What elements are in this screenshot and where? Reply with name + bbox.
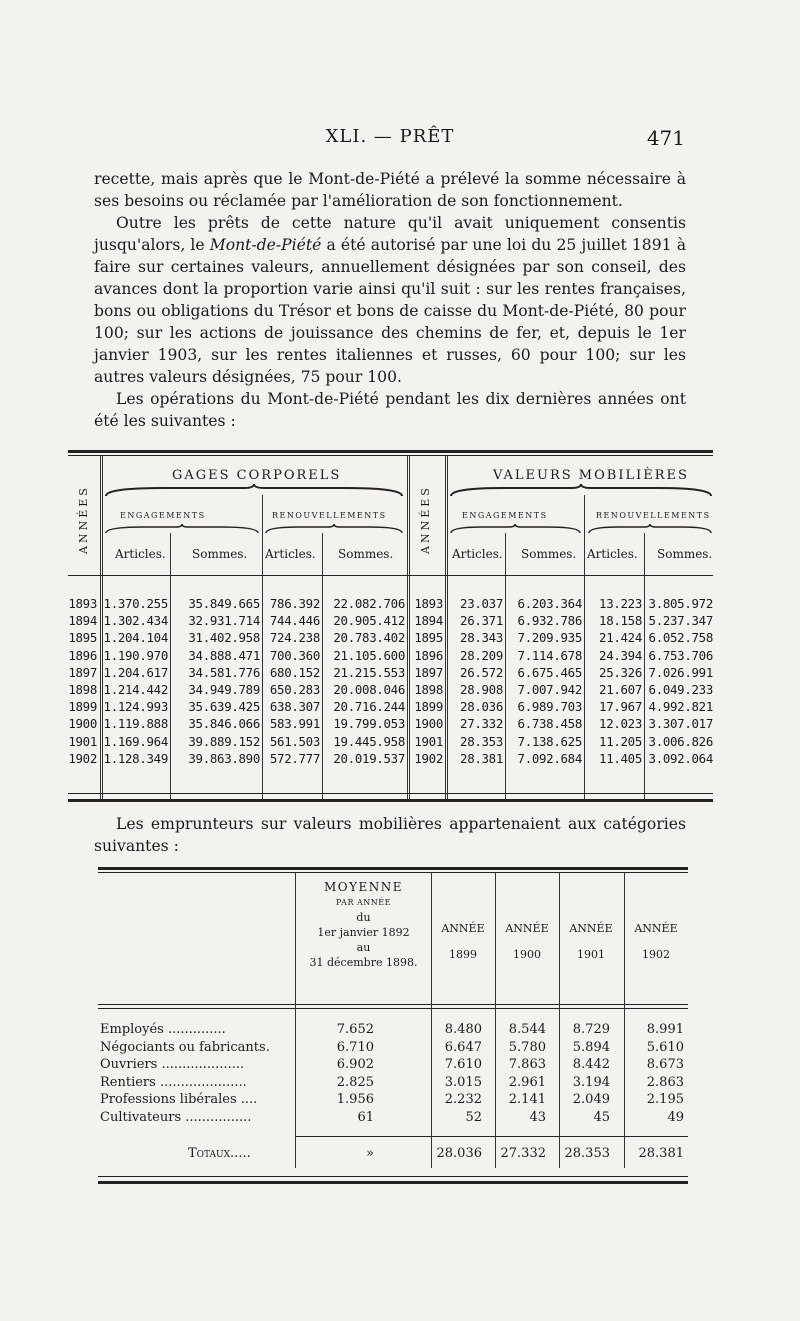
col-sommes: Sommes. xyxy=(338,547,394,561)
value-cell: 3.092.064 xyxy=(648,750,713,766)
paragraph-3: Les opérations du Mont-de-Piété pendant les dix dernières années ont été les suivantes : xyxy=(94,390,686,430)
annee-label: ANNÉE xyxy=(441,922,485,935)
par-annee-label: PAR ANNÉE xyxy=(336,898,391,907)
value-cell: 21.215.553 xyxy=(333,664,405,680)
value-cell: 786.392 xyxy=(269,596,320,611)
value-cell: 2.863 xyxy=(646,1074,684,1090)
col-articles: Articles. xyxy=(587,547,638,561)
year-cell: 1895 xyxy=(68,630,97,646)
value-cell: 8.480 xyxy=(444,1022,482,1037)
col-articles: Articles. xyxy=(115,547,166,561)
table2-header-rule-2 xyxy=(98,1008,688,1009)
value-cell: 6.647 xyxy=(444,1039,482,1055)
year-cell: 1899 xyxy=(414,699,443,715)
value-cell: 20.008.046 xyxy=(333,682,405,697)
value-cell: 2.961 xyxy=(508,1074,546,1090)
value-cell: 34.888.471 xyxy=(188,647,260,663)
year-cell: 1893 xyxy=(414,596,443,611)
value-cell: 35.849.665 xyxy=(188,596,260,611)
value-cell: 25.326 xyxy=(599,664,642,680)
value-cell: 6.052.758 xyxy=(648,630,713,646)
value-cell: 7.863 xyxy=(508,1057,546,1073)
value-cell: 2.195 xyxy=(646,1092,684,1108)
moyenne-header xyxy=(296,880,431,970)
value-cell: 27.332 xyxy=(460,716,503,732)
annee-label: ANNÉE xyxy=(505,922,549,935)
from-date: 1er janvier 1892 xyxy=(317,926,410,939)
value-cell: 561.503 xyxy=(269,733,320,749)
year-cell: 1899 xyxy=(68,699,97,715)
value-cell: 700.360 xyxy=(269,647,320,663)
value-cell: 39.863.890 xyxy=(188,750,260,766)
running-head: XLI. — PRÊT xyxy=(325,126,455,147)
value-cell: 1.302.434 xyxy=(103,613,168,629)
category-label: Cultivateurs ................ xyxy=(100,1110,252,1125)
value-cell: 583.991 xyxy=(269,716,320,732)
value-cell: 572.777 xyxy=(269,750,320,766)
value-cell: 3.307.017 xyxy=(648,716,713,732)
value-cell: 49 xyxy=(667,1110,684,1125)
value-cell: 11.205 xyxy=(599,733,642,749)
value-cell: 1.204.617 xyxy=(103,664,168,680)
total-cell: » xyxy=(366,1146,374,1161)
value-cell: 24.394 xyxy=(599,647,642,663)
brace-icon xyxy=(104,484,404,498)
totaux-label: Totaux..... xyxy=(188,1146,251,1161)
value-cell: 31.402.958 xyxy=(188,630,260,646)
total-cell: 28.381 xyxy=(638,1146,684,1161)
value-cell: 8.544 xyxy=(508,1022,546,1037)
value-cell: 43 xyxy=(529,1110,546,1125)
value-cell: 2.825 xyxy=(336,1074,374,1090)
value-cell: 61 xyxy=(357,1110,374,1125)
paragraph-2-end: a été autorisé par une loi du 25 juillet 1891 à faire sur certaines valeurs, annuellement désignées par son conseil, des avances dont la proportion varie ainsi qu'il suit : sur les rentes françaises, bons ou obligations du Trésor et bons de caisse du Mont-de-Piété, 80 pour 100; sur les actions de jouissance des chemins de fer, et, depuis le 1er janvier 1903, sur les rentes italiennes et russes, 60 pour 100; sur les autres valeurs désignées, 75 pour 100. xyxy=(94,236,686,386)
year-label: 1900 xyxy=(513,948,541,961)
value-cell: 2.141 xyxy=(508,1092,546,1108)
brace-icon xyxy=(104,524,260,534)
year-cell: 1897 xyxy=(414,664,443,680)
annee-label: ANNÉE xyxy=(634,922,678,935)
paragraph-2-start: Outre les prêts de cette nature qu'il avait uniquement consentis jusqu'alors, le xyxy=(94,214,686,254)
paragraph-4: Les emprunteurs sur valeurs mobilières appartenaient aux catégories suivantes : xyxy=(94,815,686,855)
table2-top-rule xyxy=(98,867,688,870)
year-cell: 1901 xyxy=(414,733,443,749)
renouvellements-header: RENOUVELLEMENTS xyxy=(272,511,387,520)
value-cell: 28.908 xyxy=(460,682,503,697)
total-cell: 28.036 xyxy=(436,1146,482,1161)
table2-bottom-rule xyxy=(98,1176,688,1177)
value-cell: 3.015 xyxy=(444,1074,482,1090)
table2-top-rule-2 xyxy=(98,872,688,873)
value-cell: 26.572 xyxy=(460,664,503,680)
value-cell: 28.381 xyxy=(460,750,503,766)
value-cell: 35.639.425 xyxy=(188,699,260,715)
col-sommes: Sommes. xyxy=(192,547,248,561)
value-cell: 22.082.706 xyxy=(333,596,405,611)
value-cell: 1.370.255 xyxy=(103,596,168,611)
year-label: 1902 xyxy=(642,948,670,961)
year-cell: 1895 xyxy=(414,630,443,646)
body-text-2 xyxy=(94,813,686,857)
value-cell: 1.956 xyxy=(336,1092,374,1108)
table2-header-rule xyxy=(98,1004,688,1005)
value-cell: 28.343 xyxy=(460,630,503,646)
value-cell: 6.989.703 xyxy=(517,699,582,715)
value-cell: 1.119.888 xyxy=(103,716,168,732)
value-cell: 3.006.826 xyxy=(648,733,713,749)
category-label: Négociants ou fabricants. xyxy=(100,1039,270,1055)
year-label: 1899 xyxy=(449,948,477,961)
col-sommes: Sommes. xyxy=(657,547,713,561)
table1-bottom-rule-2 xyxy=(68,799,713,802)
col-sommes: Sommes. xyxy=(521,547,577,561)
paragraph-1: recette, mais après que le Mont-de-Piété a prélevé la somme nécessaire à ses besoins ou réclamée par l'amélioration de son fonctionnement. xyxy=(94,170,686,210)
value-cell: 32.931.714 xyxy=(188,613,260,629)
value-cell: 19.799.053 xyxy=(333,716,405,732)
value-cell: 7.138.625 xyxy=(517,733,582,749)
table1-top-rule-2 xyxy=(68,455,713,456)
value-cell: 6.902 xyxy=(336,1057,374,1073)
value-cell: 8.729 xyxy=(572,1022,610,1037)
year-cell: 1898 xyxy=(414,682,443,697)
year-cell: 1894 xyxy=(68,613,97,629)
value-cell: 638.307 xyxy=(269,699,320,715)
engagements-header: ENGAGEMENTS xyxy=(462,511,548,520)
value-cell: 6.710 xyxy=(336,1039,374,1055)
value-cell: 1.124.993 xyxy=(103,699,168,715)
value-cell: 20.019.537 xyxy=(333,750,405,766)
du-label: du xyxy=(356,911,371,924)
value-cell: 39.889.152 xyxy=(188,733,260,749)
value-cell: 18.158 xyxy=(599,613,642,629)
value-cell: 8.673 xyxy=(646,1057,684,1073)
value-cell: 7.114.678 xyxy=(517,647,582,663)
moyenne-label: MOYENNE xyxy=(323,880,404,894)
value-cell: 17.967 xyxy=(599,699,642,715)
value-cell: 12.023 xyxy=(599,716,642,732)
value-cell: 13.223 xyxy=(599,596,642,611)
year-cell: 1902 xyxy=(68,750,97,766)
value-cell: 6.738.458 xyxy=(517,716,582,732)
value-cell: 3.805.972 xyxy=(648,596,713,611)
value-cell: 7.652 xyxy=(336,1022,374,1037)
engagements-header: ENGAGEMENTS xyxy=(120,511,206,520)
value-cell: 3.194 xyxy=(572,1074,610,1090)
value-cell: 23.037 xyxy=(460,596,503,611)
category-label: Rentiers ..................... xyxy=(100,1074,247,1090)
value-cell: 8.991 xyxy=(646,1022,684,1037)
mont-de-piete-italic: Mont-de-Piété xyxy=(209,236,322,254)
value-cell: 2.232 xyxy=(444,1092,482,1108)
value-cell: 1.128.349 xyxy=(103,750,168,766)
value-cell: 21.424 xyxy=(599,630,642,646)
value-cell: 34.581.776 xyxy=(188,664,260,680)
value-cell: 26.371 xyxy=(460,613,503,629)
year-cell: 1900 xyxy=(414,716,443,732)
value-cell: 7.026.991 xyxy=(648,664,713,680)
value-cell: 7.007.942 xyxy=(517,682,582,697)
value-cell: 5.894 xyxy=(572,1039,610,1055)
value-cell: 6.203.364 xyxy=(517,596,582,611)
value-cell: 680.152 xyxy=(269,664,320,680)
value-cell: 1.190.970 xyxy=(103,647,168,663)
col-articles: Articles. xyxy=(452,547,503,561)
year-cell: 1902 xyxy=(414,750,443,766)
year-cell: 1901 xyxy=(68,733,97,749)
value-cell: 52 xyxy=(465,1110,482,1125)
table2-bottom-rule-2 xyxy=(98,1181,688,1184)
paragraph-2 xyxy=(94,212,686,388)
annee-label: ANNÉE xyxy=(569,922,613,935)
value-cell: 6.753.706 xyxy=(648,647,713,663)
year-cell: 1898 xyxy=(68,682,97,697)
value-cell: 1.204.104 xyxy=(103,630,168,646)
value-cell: 35.846.066 xyxy=(188,716,260,732)
table1-bottom-rule xyxy=(68,793,713,794)
year-cell: 1900 xyxy=(68,716,97,732)
valeurs-mobilieres-title: VALEURS MOBILIÈRES xyxy=(493,468,689,483)
value-cell: 6.932.786 xyxy=(517,613,582,629)
value-cell: 28.353 xyxy=(460,733,503,749)
value-cell: 20.905.412 xyxy=(333,613,405,629)
value-cell: 19.445.958 xyxy=(333,733,405,749)
category-label: Professions libérales .... xyxy=(100,1092,258,1108)
brace-icon xyxy=(264,524,404,534)
renouvellements-header: RENOUVELLEMENTS xyxy=(596,511,711,520)
value-cell: 650.283 xyxy=(269,682,320,697)
year-cell: 1893 xyxy=(68,596,97,611)
brace-icon xyxy=(449,524,582,534)
value-cell: 7.092.684 xyxy=(517,750,582,766)
value-cell: 11.405 xyxy=(599,750,642,766)
value-cell: 20.783.402 xyxy=(333,630,405,646)
value-cell: 34.949.789 xyxy=(188,682,260,697)
value-cell: 6.049.233 xyxy=(648,682,713,697)
value-cell: 7.610 xyxy=(444,1057,482,1073)
category-label: Ouvriers .................... xyxy=(100,1057,245,1073)
page-header xyxy=(95,126,685,152)
value-cell: 724.238 xyxy=(269,630,320,646)
year-cell: 1894 xyxy=(414,613,443,629)
gages-corporels-title: GAGES CORPORELS xyxy=(172,468,342,483)
value-cell: 20.716.244 xyxy=(333,699,405,715)
year-cell: 1896 xyxy=(414,647,443,663)
brace-icon xyxy=(587,524,713,534)
value-cell: 28.209 xyxy=(460,647,503,663)
table1-top-rule xyxy=(68,450,713,453)
page-number: 471 xyxy=(646,126,685,150)
value-cell: 5.610 xyxy=(646,1039,684,1055)
au-label: au xyxy=(356,941,371,954)
value-cell: 21.105.600 xyxy=(333,647,405,663)
brace-icon xyxy=(449,484,713,498)
value-cell: 21.607 xyxy=(599,682,642,697)
year-cell: 1896 xyxy=(68,647,97,663)
value-cell: 7.209.935 xyxy=(517,630,582,646)
value-cell: 28.036 xyxy=(460,699,503,715)
annees-label-left: ANNÉES xyxy=(77,485,90,554)
year-label: 1901 xyxy=(577,948,605,961)
annees-label-right: ANNÉES xyxy=(419,485,432,554)
value-cell: 2.049 xyxy=(572,1092,610,1108)
value-cell: 6.675.465 xyxy=(517,664,582,680)
value-cell: 1.169.964 xyxy=(103,733,168,749)
total-cell: 28.353 xyxy=(564,1146,610,1161)
col-articles: Articles. xyxy=(265,547,316,561)
value-cell: 8.442 xyxy=(572,1057,610,1073)
value-cell: 5.780 xyxy=(508,1039,546,1055)
value-cell: 45 xyxy=(593,1110,610,1125)
to-date: 31 décembre 1898. xyxy=(309,956,418,969)
body-text xyxy=(94,168,686,432)
value-cell: 4.992.821 xyxy=(648,699,713,715)
value-cell: 744.446 xyxy=(269,613,320,629)
category-label: Employés .............. xyxy=(100,1022,226,1037)
value-cell: 1.214.442 xyxy=(103,682,168,697)
total-cell: 27.332 xyxy=(500,1146,546,1161)
year-cell: 1897 xyxy=(68,664,97,680)
table2-total-rule xyxy=(296,1136,688,1137)
table1-header-rule xyxy=(68,575,713,576)
value-cell: 5.237.347 xyxy=(648,613,713,629)
